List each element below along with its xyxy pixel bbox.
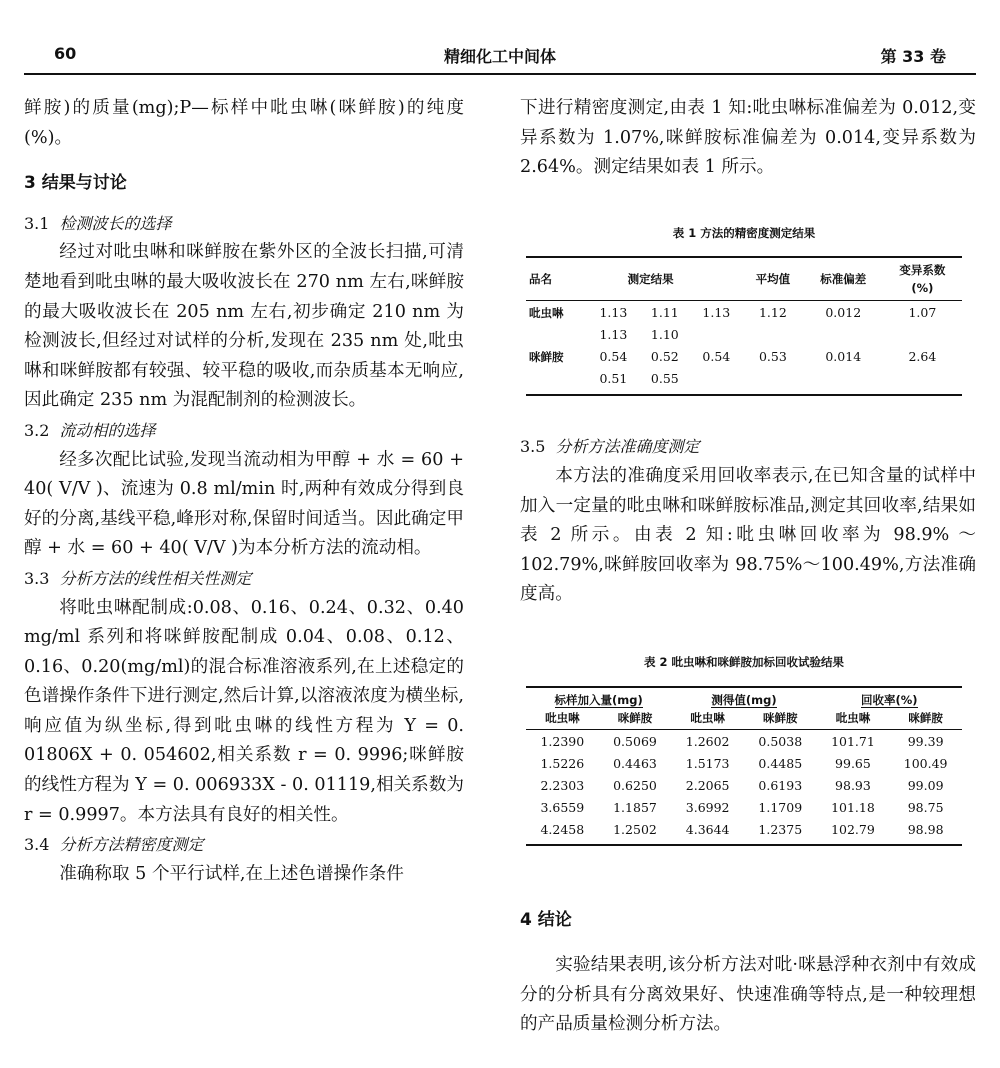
section-4-heading: 4 结论 [520, 909, 572, 930]
header-rule [24, 73, 976, 75]
table-row [526, 729, 962, 751]
table-row [526, 301, 962, 323]
table-cell: 0.55 [650, 371, 679, 387]
table-1 [526, 219, 962, 397]
table-cell: 1.11 [650, 305, 679, 321]
table-row [526, 773, 962, 795]
table-cell: 0.012 [825, 305, 862, 321]
table-cell: 0.54 [599, 349, 628, 365]
section-title: 检测波长的选择 [59, 213, 172, 233]
table-cell: 4.2458 [540, 821, 585, 837]
table-group-header [817, 687, 962, 709]
table-cell: 0.5038 [758, 733, 803, 749]
section-3-1-text: 经过对吡虫啉和咪鲜胺在紫外区的全波长扫描,可清楚地看到吡虫啉的最大吸收波长在 270 nm 左右,咪鲜胺的最大吸收波长在 205 nm 左右,初步确定 210 nm 为检测波长,但经过对试样的分析,发现在 235 nm 处,吡虫啉和咪鲜胺都有较强、较平稳的吸收,而杂质基本无响应,因此确定 235 nm 为混配制剂的检测波长。 [24, 242, 464, 411]
table-header: 吡虫啉 [690, 710, 725, 725]
right-column [520, 94, 976, 1040]
cv-unit: (%) [911, 281, 934, 296]
table-cell: 2.64 [908, 349, 937, 365]
section-title: 分析方法准确度测定 [555, 437, 700, 457]
section-number: 3.3 [24, 568, 50, 588]
section-3-5-text: 本方法的准确度采用回收率表示,在已知含量的试样中加入一定量的吡虫啉和咪鲜胺标准品,测定其回收率,结果如表 2 所示。由表 2 知:吡虫啉回收率为 98.9% ～ 102.79%,咪鲜胺回收率为 98.75%～100.49%,方法准确度高。 [520, 465, 976, 605]
table-cell: 1.5173 [685, 755, 730, 771]
table-cell: 1.10 [650, 327, 679, 343]
cv-label: 变异系数 [899, 263, 946, 278]
section-4-text: 实验结果表明,该分析方法对吡·咪悬浮种衣剂中有效成分的分析具有分离效果好、快速准确等特点,是一种较理想的产品质量检测分析方法。 [520, 955, 976, 1035]
table-row [526, 751, 962, 773]
table-cell: 1.13 [599, 327, 628, 343]
section-3-2-text: 经多次配比试验,发现当流动相为甲醇 + 水 = 60 + 40( V/V )、流速为 0.8 ml/min 时,两种有效成分得到良好的分离,基线平稳,峰形对称,保留时间适当。因此确定甲醇 + 水 = 60 + 40( V/V )为本分析方法的流动相。 [24, 449, 464, 559]
section-3-5-heading [520, 432, 976, 462]
table-cell: 102.79 [831, 821, 875, 837]
table-cell: 1.12 [758, 305, 787, 321]
table-header: 品名 [529, 272, 552, 287]
table-cell: 3.6559 [540, 799, 585, 815]
table-1-caption: 表 1 方法的精密度测定结果 [672, 225, 816, 240]
table-cell: 99.65 [835, 755, 871, 771]
table-header [883, 257, 962, 301]
table-row [526, 366, 962, 395]
volume-label: 第 33 卷 [880, 47, 946, 66]
section-title: 分析方法精密度测定 [59, 835, 204, 855]
section-3-3-text: 将吡虫啉配制成:0.08、0.16、0.24、0.32、0.40 mg/ml 系列和将咪鲜胺配制成 0.04、0.08、0.12、0.16、0.20(mg/ml)的混合标准溶液系列,在上述稳定的色谱操作条件下进行测定,然后计算,以溶液浓度为横坐标,响应值为纵坐标,得到吡虫啉的线性方程为 Y = 0. 01806X + 0. 054602,相关系数 r = 0. 9996;咪鲜胺的线性方程为 Y = 0. 006933X - 0. 01119,相关系数为 r = 0.9997。本方法具有良好的相关性。 [24, 597, 464, 825]
group-label: 测得值(mg) [711, 692, 777, 707]
table-cell: 咪鲜胺 [529, 350, 564, 365]
table-cell: 1.07 [908, 305, 937, 321]
table-row [526, 795, 962, 817]
section-number: 3.4 [24, 835, 50, 855]
table-cell: 98.98 [907, 821, 944, 837]
table-cell: 99.39 [907, 733, 944, 749]
page-number: 60 [54, 44, 77, 63]
table-header: 咪鲜胺 [763, 710, 798, 725]
section-3-4-heading [24, 830, 464, 860]
table-2-caption: 表 2 吡虫啉和咪鲜胺加标回收试验结果 [643, 654, 844, 669]
continued-paragraph: 下进行精密度测定,由表 1 知:吡虫啉标准偏差为 0.012,变异系数为 1.07%,咪鲜胺标准偏差为 0.014,变异系数为 2.64%。测定结果如表 1 所示。 [520, 98, 976, 178]
table-header: 咪鲜胺 [908, 710, 943, 725]
section-number: 3.1 [24, 213, 50, 233]
table-cell: 0.54 [702, 349, 731, 365]
table-cell: 2.2065 [685, 777, 730, 793]
table-cell: 101.18 [831, 799, 875, 815]
section-3-heading: 3 结果与讨论 [24, 173, 127, 194]
table-row [526, 817, 962, 845]
table-group-header [526, 687, 671, 709]
group-label: 回收率(%) [861, 692, 918, 707]
section-3-1-heading [24, 209, 464, 239]
table-cell: 99.09 [907, 777, 944, 793]
table-header: 平均值 [755, 272, 791, 287]
table-cell: 0.51 [599, 371, 628, 387]
running-header [24, 44, 976, 68]
table-header: 咪鲜胺 [617, 710, 653, 725]
table-cell: 2.2303 [540, 777, 585, 793]
table-2-grid [526, 686, 962, 846]
table-header: 标准偏差 [820, 272, 867, 287]
table-cell: 100.49 [903, 755, 948, 771]
section-title: 分析方法的线性相关性测定 [59, 568, 252, 588]
table-cell: 0.6193 [758, 777, 803, 793]
table-cell: 1.1857 [613, 799, 657, 815]
table-cell: 1.13 [702, 305, 731, 321]
table-cell: 1.2602 [685, 733, 730, 749]
section-3-2-heading [24, 416, 464, 446]
table-cell: 吡虫啉 [529, 306, 564, 321]
section-3-4-text: 准确称取 5 个平行试样,在上述色谱操作条件 [59, 863, 404, 884]
table-header: 测定结果 [627, 272, 674, 287]
table-cell: 0.52 [650, 349, 679, 365]
table-cell: 1.2375 [758, 821, 803, 837]
table-cell: 101.71 [831, 733, 875, 749]
table-cell: 1.2390 [540, 733, 585, 749]
table-cell: 0.014 [825, 349, 862, 365]
table-1-grid [526, 256, 962, 396]
left-column [24, 94, 464, 889]
table-cell: 98.75 [907, 799, 944, 815]
table-group-header [671, 687, 816, 709]
table-cell: 0.4485 [758, 755, 803, 771]
table-cell: 98.93 [835, 777, 871, 793]
journal-title: 精细化工中间体 [443, 47, 556, 66]
table-cell: 1.2502 [613, 821, 657, 837]
table-header: 吡虫啉 [835, 710, 871, 725]
section-number: 3.2 [24, 420, 50, 440]
section-number: 3.5 [520, 437, 546, 457]
continued-paragraph: 鲜胺)的质量(mg);P—标样中吡虫啉(咪鲜胺)的纯度(%)。 [24, 98, 464, 148]
table-cell: 0.6250 [613, 777, 657, 793]
table-cell: 0.53 [758, 349, 787, 365]
table-cell: 1.13 [599, 305, 628, 321]
section-title: 流动相的选择 [59, 420, 156, 440]
table-cell: 0.4463 [613, 755, 657, 771]
group-label: 标样加入量(mg) [554, 692, 643, 707]
table-cell: 1.1709 [758, 799, 803, 815]
section-3-3-heading [24, 564, 464, 594]
table-cell: 3.6992 [685, 799, 730, 815]
table-2 [526, 648, 962, 846]
table-cell: 4.3644 [685, 821, 730, 837]
table-cell: 0.5069 [613, 733, 657, 749]
table-row [526, 344, 962, 366]
table-header: 吡虫啉 [545, 710, 580, 725]
table-cell: 1.5226 [540, 755, 585, 771]
table-row [526, 322, 962, 344]
